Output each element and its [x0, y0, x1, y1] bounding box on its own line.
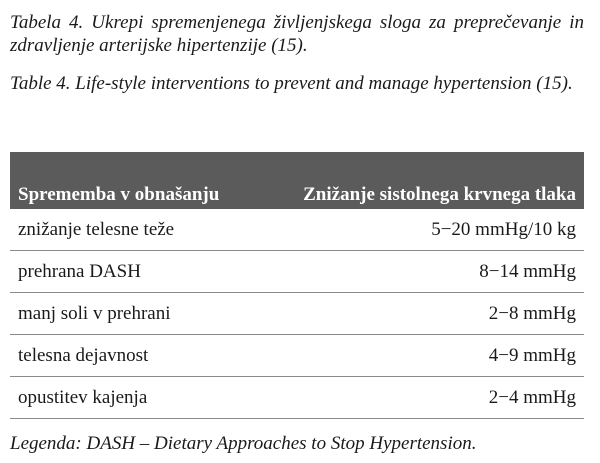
intervention-name: manj soli v prehrani: [10, 293, 256, 335]
caption-slovenian: Tabela 4. Ukrepi spremenjenega življenjskega sloga za preprečevanje in zdravljenje arterijske hipertenzije (15).: [10, 12, 584, 56]
table-row: [10, 251, 584, 293]
intervention-effect: 5−20 mmHg/10 kg: [256, 209, 584, 251]
header-systolic-reduction: Znižanje sistolnega krvnega tlaka: [256, 152, 584, 209]
table-header-row: [10, 152, 584, 209]
table-row: [10, 293, 584, 335]
intervention-name: telesna dejavnost: [10, 335, 256, 377]
interventions-table: [10, 152, 584, 419]
intervention-effect: 4−9 mmHg: [256, 335, 584, 377]
table-row: [10, 377, 584, 419]
caption-english: Table 4. Life-style interventions to prevent and manage hypertension (15).: [10, 73, 573, 94]
header-behavior-change: Sprememba v obnašanju: [10, 152, 256, 209]
intervention-name: prehrana DASH: [10, 251, 256, 293]
intervention-effect: 2−4 mmHg: [256, 377, 584, 419]
table-row: [10, 209, 584, 251]
intervention-name: znižanje telesne teže: [10, 209, 256, 251]
intervention-name: opustitev kajenja: [10, 377, 256, 419]
table-legend: Legenda: DASH – Dietary Approaches to Stop Hypertension.: [10, 433, 477, 454]
table-row: [10, 335, 584, 377]
intervention-effect: 8−14 mmHg: [256, 251, 584, 293]
intervention-effect: 2−8 mmHg: [256, 293, 584, 335]
